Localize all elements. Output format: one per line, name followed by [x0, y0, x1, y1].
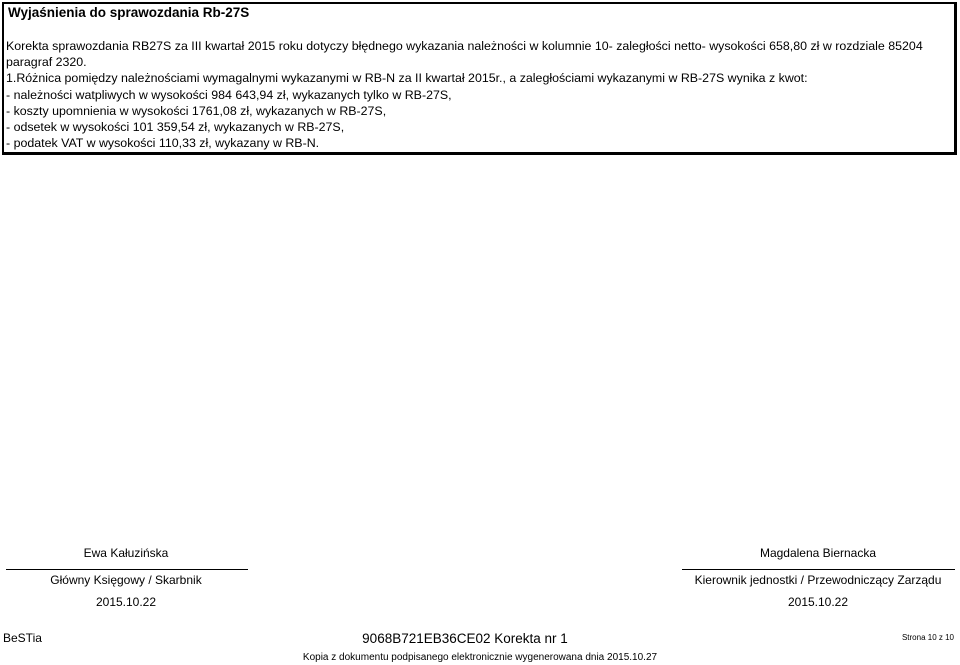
explanation-line: - podatek VAT w wysokości 110,33 zł, wykazany w RB-N.	[6, 136, 320, 151]
section-title: Wyjaśnienia do sprawozdania Rb-27S	[8, 5, 250, 20]
document-id: 9068B721EB36CE02 Korekta nr 1	[362, 631, 568, 646]
right-signer-role: Kierownik jednostki / Przewodniczący Zarządu	[694, 573, 942, 587]
explanation-line: - odsetek w wysokości 101 359,54 zł, wykazanych w RB-27S,	[6, 120, 345, 135]
left-signer-role: Główny Księgowy / Skarbnik	[50, 573, 202, 587]
left-signature-date: 2015.10.22	[95, 595, 157, 609]
right-signer-name: Magdalena Biernacka	[759, 546, 877, 560]
explanation-line: - koszty upomnienia w wysokości 1761,08 zł, wykazanych w RB-27S,	[6, 103, 387, 118]
explanation-line: 1.Różnica pomiędzy należnościami wymagalnymi wykazanymi w RB-N za II kwartał 2015r., a zaległościami wykazanymi w RB-27S wynika z kwot:	[6, 71, 808, 86]
electronic-copy-note: Kopia z dokumentu podpisanego elektronicznie wygenerowana dnia 2015.10.27	[302, 652, 658, 663]
right-signature-line	[682, 569, 955, 570]
software-name: BeSTia	[3, 631, 42, 645]
explanation-line: Korekta sprawozdania RB27S za III kwartał 2015 roku dotyczy błędnego wykazania należności w kolumnie 10- zaległości netto- wysokości 658,80 zł w rozdziale 85204	[6, 39, 923, 53]
explanation-line: - należności watpliwych w wysokości 984 643,94 zł, wykazanych tylko w RB-27S,	[6, 87, 452, 102]
explanation-line: paragraf 2320.	[6, 55, 87, 70]
explanation-text	[6, 38, 936, 151]
left-signer-name: Ewa Kałuzińska	[83, 546, 169, 560]
page-number: Strona 10 z 10	[901, 633, 954, 642]
right-signature-date: 2015.10.22	[787, 595, 849, 609]
left-signature-line	[6, 569, 248, 570]
